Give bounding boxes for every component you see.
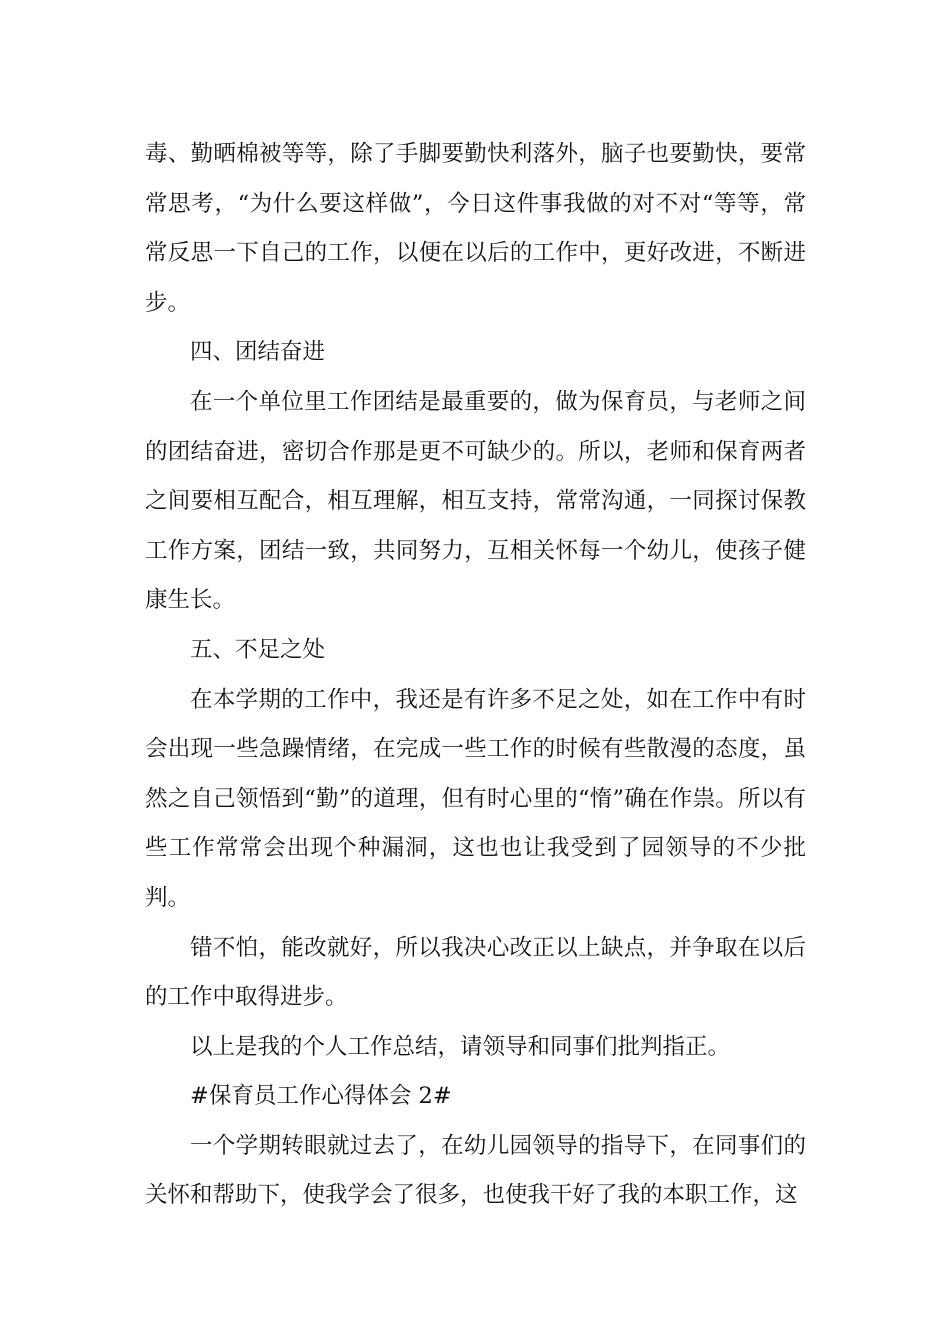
- paragraph-continuation: 毒、勤晒棉被等等，除了手脚要勤快利落外，脑子也要勤快，要常常思考，“为什么要这样做”，今日这件事我做的对不对“等等，常常反思一下自己的工作，以便在以后的工作中，更好改进，不断进步。: [145, 141, 806, 316]
- paragraph-unity: 在一个单位里工作团结是最重要的，做为保育员，与老师之间的团结奋进，密切合作那是更不可缺少的。所以，老师和保育两者之间要相互配合，相互理解，相互支持，常常沟通，一同探讨保教工作方案，团结一致，共同努力，互相关怀每一个幼儿，使孩子健康生长。: [145, 388, 806, 614]
- paragraph-resolve: 错不怕，能改就好，所以我决心改正以上缺点，并争取在以后的工作中取得进步。: [145, 934, 806, 1011]
- section-heading-shortcomings: 五、不足之处: [190, 636, 326, 663]
- paragraph-article-2-intro: 一个学期转眼就过去了，在幼儿园领导的指导下，在同事们的关怀和帮助下，使我学会了很多，也使我干好了我的本职工作，这: [145, 1132, 806, 1209]
- document-body: [145, 130, 806, 1221]
- section-heading-unity: 四、团结奋进: [190, 339, 326, 366]
- paragraph-shortcomings: 在本学期的工作中，我还是有许多不足之处，如在工作中有时会出现一些急躁情绪，在完成一些工作的时候有些散漫的态度，虽然之自己领悟到“勤”的道理，但有时心里的“惰”确在作祟。所以有些工作常常会出现个种漏洞，这也也让我受到了园领导的不少批判。: [145, 686, 806, 911]
- paragraph-closing: 以上是我的个人工作总结，请领导和同事们批判指正。: [190, 1033, 731, 1060]
- article-heading-2: #保育员工作心得体会 2#: [190, 1083, 452, 1110]
